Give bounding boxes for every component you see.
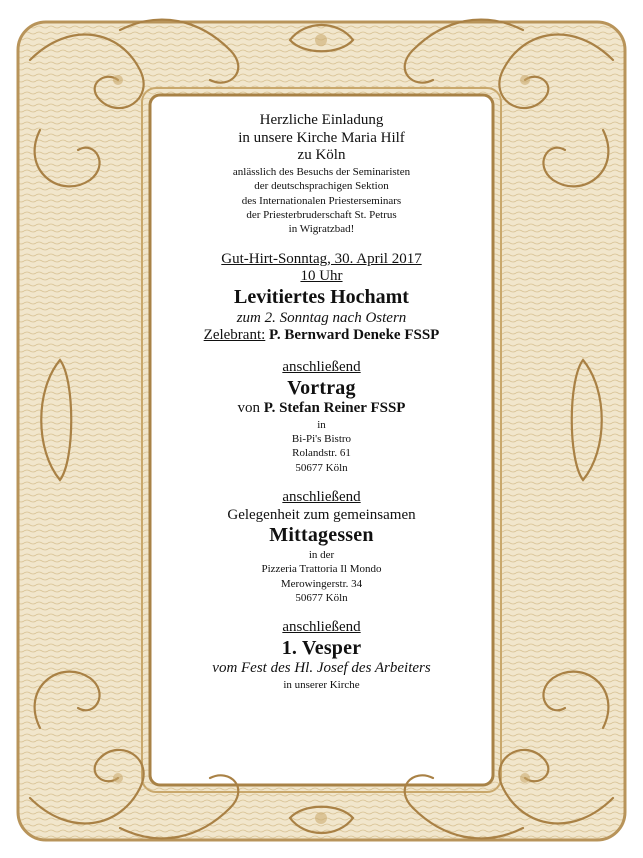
hochamt-occasion: zum 2. Sonntag nach Ostern (236, 309, 407, 326)
vesper-then: anschließend (282, 619, 361, 636)
subtitle-line-5: in Wigratzbad! (288, 223, 355, 236)
invitation-text (165, 112, 478, 692)
subtitle-line-3: des Internationalen Priesterseminars (241, 194, 402, 207)
subtitle-line-1: anlässlich des Besuchs der Seminaristen (232, 166, 411, 179)
mittagessen-title: Mittagessen (269, 524, 374, 547)
vortrag-in: in (317, 418, 326, 431)
event-date: Gut-Hirt-Sonntag, 30. April 2017 (221, 250, 422, 267)
mittagessen-city: 50677 Köln (295, 591, 348, 604)
vortrag-city: 50677 Köln (295, 461, 348, 474)
mittagessen-in: in der (308, 549, 335, 562)
celebrant-line (165, 327, 478, 345)
heading-line-1: Herzliche Einladung (259, 112, 384, 128)
vortrag-venue: Bi-Pi's Bistro (291, 433, 352, 446)
subtitle-line-4: der Priesterbruderschaft St. Petrus (246, 208, 397, 221)
vesper-title: 1. Vesper (281, 636, 362, 659)
vesper-place: in unserer Kirche (283, 679, 360, 692)
celebrant-name: P. Bernward Deneke FSSP (269, 327, 440, 344)
heading-line-3: zu Köln (297, 147, 346, 164)
event-time: 10 Uhr (300, 268, 343, 285)
speaker-name: P. Stefan Reiner FSSP (263, 400, 406, 417)
celebrant-label: Zelebrant: (203, 327, 266, 344)
mittagessen-then: anschließend (282, 489, 361, 506)
vortrag-street: Rolandstr. 61 (292, 447, 351, 460)
speaker-prefix: von (237, 400, 264, 417)
mittagessen-intro: Gelegenheit zum gemeinsamen (227, 506, 416, 523)
mittagessen-street: Merowingerstr. 34 (280, 577, 363, 590)
subtitle-line-2: der deutschsprachigen Sektion (254, 180, 389, 193)
speaker-line (165, 400, 478, 418)
vortrag-then: anschließend (282, 358, 361, 375)
vortrag-title: Vortrag (287, 376, 356, 399)
hochamt-title: Levitiertes Hochamt (234, 285, 409, 308)
heading-line-2: in unsere Kirche Maria Hilf (238, 129, 405, 146)
vesper-feast: vom Fest des Hl. Josef des Arbeiters (212, 660, 431, 677)
mittagessen-venue: Pizzeria Trattoria Il Mondo (261, 563, 382, 576)
